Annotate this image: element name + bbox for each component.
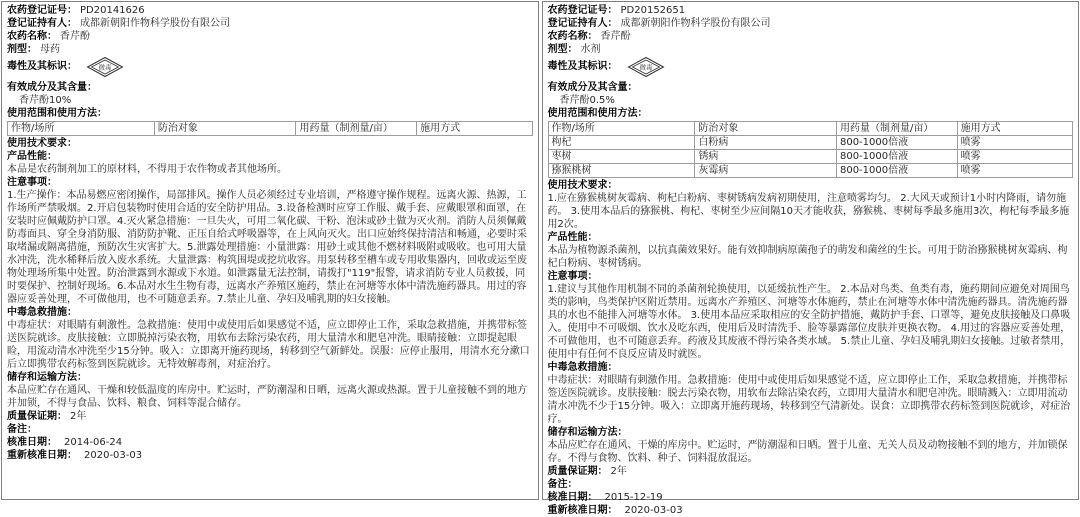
ingredient-heading: 有效成分及其含量： [7,82,97,93]
field-certificate-holder [7,17,533,30]
precautions-text: 1.生产操作：本品易燃应密闭操作，局部排风。操作人员必须经过专业培训，严格遵守操作规程。远离火源、热源，工作场所严禁吸烟。2.开启包装物时使用合适的安全防护用品。3.设备检测时应穿工作服、戴手套、应戴眼罩和面罩，在安装时应佩戴防护口罩。4.灭火紧急措施：一旦失火，可用二氧化碳、干粉、泡沫或砂土做为灭火剂。消防人员须佩戴防毒面具、穿全身消防服、消防防护靴、正压自给式呼吸器等，在上风向灭火。出口应始终保持清洁和畅通，必要时采取堵漏或隔离措施，预防次生灾害扩大。5.泄露处理措施：小量泄露：用砂土或其他不燃材料吸附或吸收。也可用大量水冲洗，洗水稀释后放入废水系统。大量泄露：构筑围堤或挖坑收容。用泵转移至槽车或专用收集器内，回收或运至废物处理场所集中处置。防治泄露到水源或下水道。如泄露量无法控制，请拨打"119"报警，请求消防专业人员救援，同时要保护、控制好现场。6.本品对水生生物有毒，远离水产养殖区施药，禁止在河塘等水体中清洗施药器具。用过的容器应妥善处理，不可做他用，也不可随意丢弃。7.禁止儿童、孕妇及哺乳期的妇女接触。 [7,190,527,305]
field-pesticide-name [548,30,1074,43]
approval-date-label: 核准日期： [547,492,598,503]
table-cell: 喷雾 [957,150,1072,164]
registration-number-value: PD20141626 [80,5,145,16]
usage-table-header-cell: 作物/场所 [8,122,155,136]
formulation-value: 母药 [40,44,60,55]
field-registration-number [548,4,1074,17]
warranty-period-label: 质量保证期： [547,466,608,477]
field-formulation [548,43,1074,56]
table-cell: 喷雾 [957,164,1072,178]
toxicity-mark-text: 微毒 [98,63,112,71]
formulation-label: 剂型： [7,44,37,55]
product-performance-text: 本品是农药制剂加工的原材料，不得用于农作物或者其他场所。 [7,164,287,175]
field-toxicity [7,56,533,77]
pesticide-name-label: 农药名称： [7,31,57,42]
pesticide-name-value: 香芹酚 [600,31,631,42]
usage-table [7,121,533,136]
toxicity-label: 毒性及其标识： [547,61,618,72]
storage-transport-heading: 储存和运输方法： [547,427,628,438]
usage-table [548,121,1074,178]
table-row [548,136,1073,150]
field-reapproval-date [548,504,1074,517]
field-registration-number [7,4,533,17]
field-toxicity [548,56,1074,77]
certificate-holder-value: 成都新朝阳作物科学股份有限公司 [80,18,230,29]
registration-number-label: 农药登记证号： [547,5,618,16]
table-cell: 800-1000倍液 [836,164,957,178]
table-cell: 800-1000倍液 [836,136,957,150]
technical-requirements-heading: 使用技术要求： [7,138,77,149]
pesticide-label-panel-right [542,1,1080,516]
first-aid-text: 中毒症状：对眼睛有刺激性。急救措施：使用中或使用后如果感觉不适，应立即停止工作，采取急救措施，并携带标签送医院就诊。皮肤接触：立即脱掉污染衣物，用软布去除污染农药，用大量清水和肥皂冲洗。眼睛接触：立即提起眼睑，用流动清水冲洗至少15分钟。吸入：立即离开施药现场，转移到空气新鲜处。误服：应停止服用，用清水充分漱口后立即携带农药标签到医院就诊。无特效解毒剂，对症治疗。 [7,320,530,370]
warranty-period-label: 质量保证期： [7,411,67,422]
usage-table-header-row [8,122,533,136]
ingredient-value: 香芹酚0.5% [559,95,615,106]
usage-table-header-cell: 防治对象 [154,122,296,136]
first-aid-text: 中毒症状：对眼睛有刺激作用。急救措施：使用中或使用后如果感觉不适，应立即停止工作，采取急救措施，并携带标签送医院就诊。皮肤接触：脱去污染衣物，用软布去除沾染农药，立即用大量清水和肥皂冲洗。眼睛溅入：立即用流动清水冲洗不少于15分钟。吸入：立即离开施药现场，转移到空气清新处。误食：立即携带农药标签到医院就诊，对症治疗。 [547,375,1071,425]
storage-transport-text: 本品应贮存在通风、干燥和较低温度的库房中。贮运时，严防潮湿和日晒，远离火源或热源。置于儿童接触不到的地方并加锁，不得与食品、饮料、粮食、饲料等混合储存。 [7,385,527,409]
field-remarks [548,478,1074,491]
ingredient-value: 香芹酚10% [19,95,72,106]
approval-date-value: 2014-06-24 [64,437,123,448]
precautions-text: 1.建议与其他作用机制不同的杀菌剂轮换使用，以延缓抗性产生。 2.本品对鸟类、鱼类有毒，施药期间应避免对周围鸟类的影响，鸟类保护区附近禁用。远离水产养殖区、河塘等水体施药，禁止在河塘等水体中清洗施药器具。清洗施药器具的水也不能排入河塘等水体。 3.使用本品应采取相应的安全防护措施，戴防护手套、口罩等，避免皮肤接触及口鼻吸入。使用中不可吸烟、饮水及吃东西，使用后及时清洗手、脸等暴露部位皮肤并更换衣物。 4.用过的容器应妥善处理，不可做他用，也不可随意丢弃。药液及其废液不得污染各类水域。 5.禁止儿童、孕妇及哺乳期妇女接触。过敏者禁用，使用中有任何不良反应请及时就医。 [547,284,1071,360]
formulation-label: 剂型： [547,44,578,55]
toxicity-label: 毒性及其标识： [7,61,77,72]
remarks-label: 备注： [547,479,578,490]
reapproval-date-label: 重新核准日期： [547,505,618,516]
toxicity-diamond-icon [87,57,123,77]
table-row [548,150,1073,164]
reapproval-date-value: 2020-03-03 [84,450,143,461]
registration-number-label: 农药登记证号： [7,5,77,16]
usage-table-header-cell: 作物/场所 [548,122,695,136]
first-aid-heading: 中毒急救措施： [7,307,77,318]
product-performance-text: 本品为植物源杀菌剂，以抗真菌效果好。能有效抑制病原菌孢子的萌发和菌丝的生长。可用于防治猕猴桃树灰霉病、枸杞白粉病、枣树锈病。 [547,245,1068,269]
toxicity-diamond-icon [628,57,664,77]
reapproval-date-value: 2020-03-03 [624,505,683,516]
certificate-holder-value: 成都新朝阳作物科学股份有限公司 [620,18,771,29]
product-performance-heading: 产品性能： [547,232,598,243]
pesticide-label-panel-left [1,1,539,500]
usage-table-header-cell: 用药量（制剂量/亩） [296,122,417,136]
reapproval-date-label: 重新核准日期： [7,450,77,461]
field-warranty-period [548,465,1074,478]
precautions-heading: 注意事项： [7,177,57,188]
table-cell: 枣树 [548,150,695,164]
warranty-period-value: 2年 [70,411,87,422]
usage-table-header-cell: 施用方式 [957,122,1072,136]
product-performance-heading: 产品性能： [7,151,57,162]
pesticide-name-value: 香芹酚 [60,31,90,42]
pesticide-name-label: 农药名称： [547,31,598,42]
usage-table-header-cell: 防治对象 [695,122,837,136]
table-cell: 800-1000倍液 [836,150,957,164]
field-reapproval-date [7,449,533,462]
field-certificate-holder [548,17,1074,30]
table-cell: 白粉病 [695,136,837,150]
ingredient-heading: 有效成分及其含量： [547,82,638,93]
field-formulation [7,43,533,56]
field-warranty-period [7,410,533,423]
table-cell: 枸杞 [548,136,695,150]
approval-date-label: 核准日期： [7,437,57,448]
first-aid-heading: 中毒急救措施： [547,362,618,373]
table-cell: 灰霉病 [695,164,837,178]
usage-scope-heading: 使用范围和使用方法： [7,108,107,119]
field-pesticide-name [7,30,533,43]
table-cell: 猕猴桃树 [548,164,695,178]
remarks-label: 备注： [7,424,37,435]
precautions-heading: 注意事项： [547,271,598,282]
field-remarks [7,423,533,436]
usage-table-header-row [548,122,1073,136]
toxicity-mark-text: 微毒 [639,63,652,71]
formulation-value: 水剂 [580,44,601,55]
field-approval-date [7,436,533,449]
approval-date-value: 2015-12-19 [604,492,663,503]
table-cell: 锈病 [695,150,837,164]
storage-transport-heading: 储存和运输方法： [7,372,87,383]
table-row [548,164,1073,178]
warranty-period-value: 2年 [610,466,627,477]
field-approval-date [548,491,1074,504]
registration-number-value: PD20152651 [620,5,686,16]
usage-table-header-cell: 施用方式 [417,122,532,136]
storage-transport-text: 本品应贮存在通风、干燥的库房中。贮运时，严防潮湿和日晒。置于儿童、无关人员及动物接触不到的地方，并加锁保存。不得与食物、饮料、种子、饲料混放混运。 [547,440,1068,464]
technical-requirements-heading: 使用技术要求： [547,180,618,191]
table-cell: 喷雾 [957,136,1072,150]
usage-table-header-cell: 用药量（制剂量/亩） [836,122,957,136]
certificate-holder-label: 登记证持有人： [7,18,77,29]
usage-scope-heading: 使用范围和使用方法： [547,108,648,119]
certificate-holder-label: 登记证持有人： [547,18,618,29]
technical-requirements-text: 1.应在猕猴桃树灰霉病、枸杞白粉病、枣树锈病发病初期使用，注意喷雾均匀。 2.大风天或预计1小时内降雨，请勿施药。 3.使用本品后的猕猴桃、枸杞、枣树至少应间隔10天才能收获，猕猴桃、枣树每季最多施用3次，枸杞每季最多施用2次。 [547,193,1070,230]
